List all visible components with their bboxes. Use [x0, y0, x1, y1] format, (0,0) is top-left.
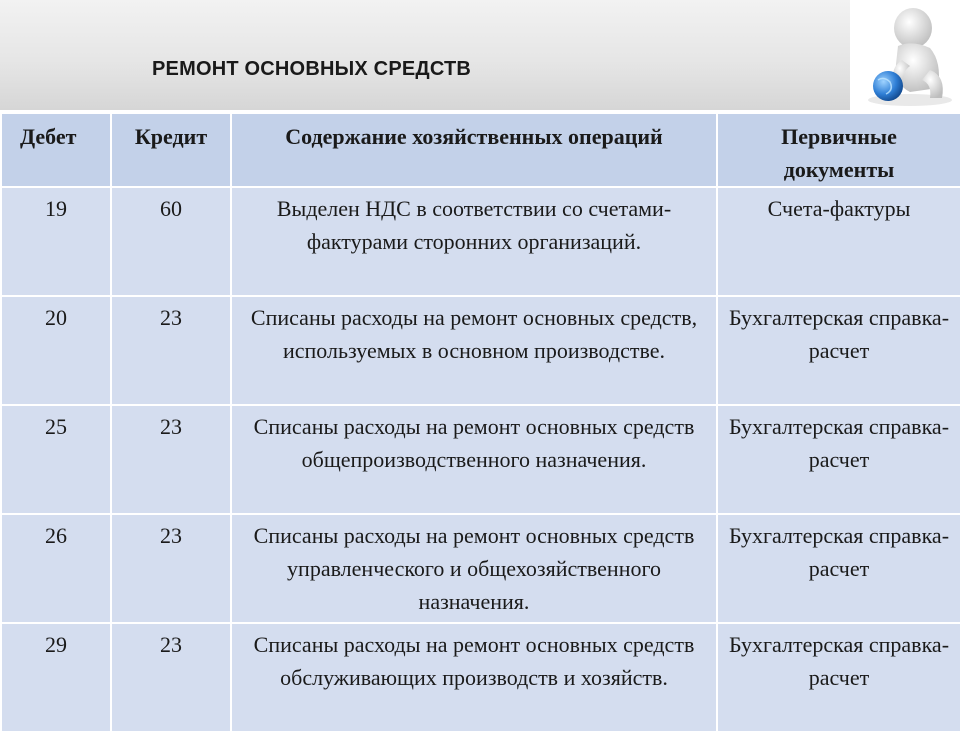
page-title: РЕМОНТ ОСНОВНЫХ СРЕДСТВ — [152, 58, 472, 80]
table-header-row — [1, 113, 960, 187]
table-row — [1, 623, 960, 732]
col-header-debit: Дебет — [1, 113, 111, 187]
cell-credit: 23 — [111, 514, 231, 623]
cell-credit: 23 — [111, 405, 231, 514]
table-row — [1, 187, 960, 296]
cell-credit: 23 — [111, 296, 231, 405]
cell-debit: 26 — [1, 514, 111, 623]
cell-description: Списаны расходы на ремонт основных средств управленческого и общехозяйственного назначения. — [231, 514, 717, 623]
cell-description: Списаны расходы на ремонт основных средств общепроизводственного назначения. — [231, 405, 717, 514]
operations-table — [0, 112, 960, 733]
cell-debit: 19 — [1, 187, 111, 296]
cell-description: Выделен НДС в соответствии со счетами-фактурами сторонних организаций. — [231, 187, 717, 296]
col-header-description: Содержание хозяйственных операций — [231, 113, 717, 187]
header-band — [0, 0, 960, 110]
cell-document: Бухгалтерская справка-расчет — [717, 623, 960, 732]
cell-credit: 23 — [111, 623, 231, 732]
cell-debit: 25 — [1, 405, 111, 514]
table-row — [1, 296, 960, 405]
col-header-documents: Первичные документы — [717, 113, 960, 187]
cell-description: Списаны расходы на ремонт основных средств, используемых в основном производстве. — [231, 296, 717, 405]
thinking-figure-with-globe-icon — [850, 0, 960, 110]
cell-document: Счета-фактуры — [717, 187, 960, 296]
table-row — [1, 514, 960, 623]
cell-debit: 20 — [1, 296, 111, 405]
cell-debit: 29 — [1, 623, 111, 732]
col-header-credit: Кредит — [111, 113, 231, 187]
cell-document: Бухгалтерская справка-расчет — [717, 296, 960, 405]
table-row — [1, 405, 960, 514]
cell-document: Бухгалтерская справка-расчет — [717, 405, 960, 514]
cell-description: Списаны расходы на ремонт основных средств обслуживающих производств и хозяйств. — [231, 623, 717, 732]
cell-credit: 60 — [111, 187, 231, 296]
cell-document: Бухгалтерская справка-расчет — [717, 514, 960, 623]
